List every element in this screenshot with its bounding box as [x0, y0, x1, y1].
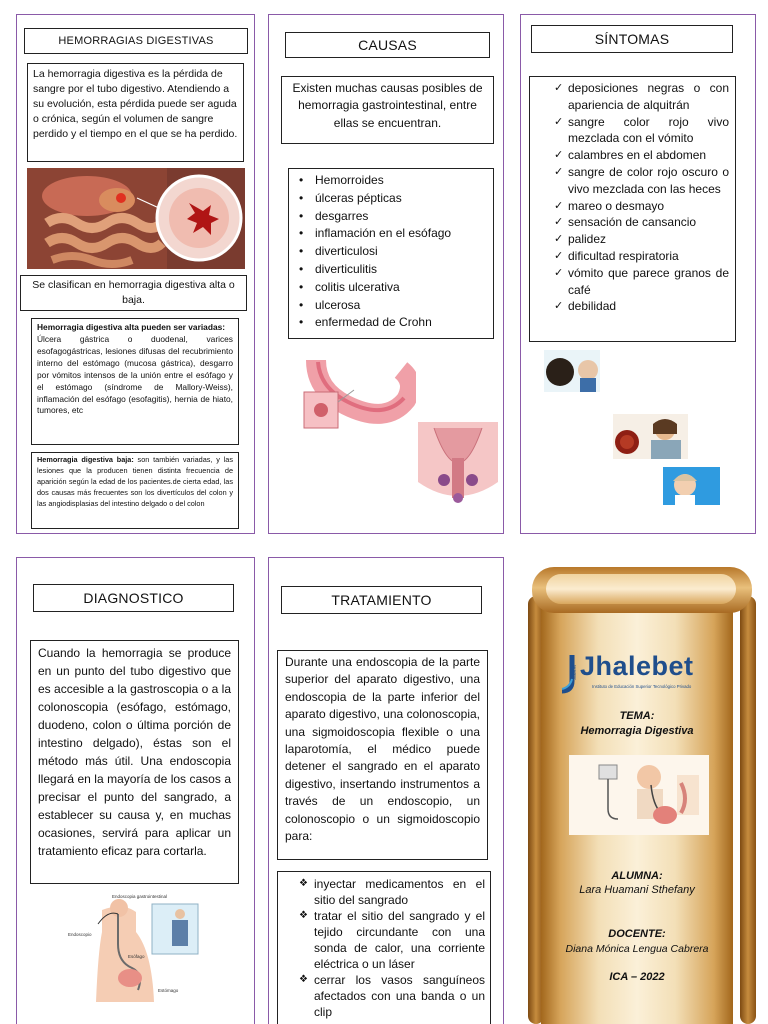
symptom-item: ✓ calambres en el abdomen	[554, 147, 729, 164]
symptom-item: ✓ dificultad respiratoria	[554, 248, 729, 265]
jhalebet-logo	[558, 651, 708, 695]
symptom-item: ✓ vómito que parece granos de café	[554, 265, 729, 299]
treatment-item: ❖ tratar el sitio del sangrado y el tejido circundante con una sonda de calor, una corriente eléctrica o un láser	[298, 908, 485, 972]
hemorrhoid-illustration	[414, 418, 502, 510]
cause-item: • úlceras pépticas	[293, 190, 489, 208]
digestive-tract-image	[27, 168, 245, 269]
alumna-label: ALUMNA:	[611, 870, 663, 882]
docente-label: DOCENTE:	[608, 928, 666, 940]
panel2-intro: Existen muchas causas posibles de hemorragia gastrointestinal, entre ellas se encuentran.	[281, 76, 494, 144]
causes-list-box	[288, 168, 494, 339]
treatment-list	[298, 876, 485, 1020]
causes-list	[293, 172, 489, 332]
treatment-item: ❖ inyectar medicamentos en el sitio del sangrado	[298, 876, 485, 908]
alumna-value: Lara Huamani Sthefany	[579, 884, 695, 896]
symptom-item: ✓ debilidad	[554, 298, 729, 315]
scroll-right-roll	[740, 596, 756, 1024]
diagram-label-estomago: Estómago	[158, 988, 179, 993]
panel1-title: HEMORRAGIAS DIGESTIVAS	[24, 28, 248, 54]
alta-text: Úlcera gástrica o duodenal, varices esofagogástricas, lesiones difusas del recubrimiento interno del estómago (mucosa gástrica), desgarro por vómitos intensos de la unión entre el esófago y el estómago (síndrome de Mallory-Weiss), inflamación del esófago (esofagitis), hernia de hiato, tumores, etc	[37, 333, 233, 416]
diagram-title: Endoscopia gastrointestinal	[112, 894, 168, 899]
vomit-symptom-image	[613, 414, 688, 459]
baja-heading: Hemorragia digestiva baja:	[37, 455, 134, 464]
panel5-title: TRATAMIENTO	[281, 586, 482, 614]
panel1-classification: Se clasifican en hemorragia digestiva alta o baja.	[20, 275, 247, 311]
cause-item: • diverticulitis	[293, 261, 489, 279]
patient-endoscopy-image	[569, 755, 709, 835]
symptom-item: ✓ sensación de cansancio	[554, 214, 729, 231]
stool-symptom-image	[544, 350, 600, 392]
cause-item: • ulcerosa	[293, 297, 489, 315]
symptoms-list	[554, 80, 729, 315]
symptom-item: ✓ mareo o desmayo	[554, 198, 729, 215]
logo-side-text: Jhalebet	[572, 665, 577, 681]
cause-item: • desgarres	[293, 208, 489, 226]
alta-heading: Hemorragia digestiva alta pueden ser variadas:	[37, 322, 226, 332]
panel1-alta-box	[31, 318, 239, 445]
place-year: ICA – 2022	[609, 971, 665, 983]
treatment-item: ❖ cerrar los vasos sanguíneos afectados con una banda o un clip	[298, 972, 485, 1020]
cause-item: • colitis ulcerativa	[293, 279, 489, 297]
cause-item: • diverticulosi	[293, 243, 489, 261]
treatment-list-box	[277, 871, 491, 1024]
symptom-item: ✓ palidez	[554, 231, 729, 248]
tema-label: TEMA:	[619, 710, 655, 722]
panel5-text: Durante una endoscopia de la parte superior del aparato digestivo, una endoscopia de la parte inferior del aparato digestivo, una colonoscopia, una sigmoidoscopia flexible o una laparotomía, el médico puede detener el sangrado en el aparato digestivo, insertando instrumentos a través de un endoscopio, un colonoscopio o un sigmoidoscopio para:	[277, 650, 488, 860]
cause-item: • enfermedad de Crohn	[293, 314, 489, 332]
dizziness-symptom-image	[663, 467, 720, 505]
panel4-title: DIAGNOSTICO	[33, 584, 234, 612]
scroll-top-inner	[546, 574, 736, 604]
symptoms-list-box	[529, 76, 736, 342]
endoscopy-diagram	[62, 890, 202, 1024]
panel1-intro: La hemorragia digestiva es la pérdida de sangre por el tubo digestivo. Atendiendo a su evolución, esta pérdida puede ser aguda o crónica, según el volumen de sangre perdido y el tiempo en el que se ha perdido.	[27, 63, 244, 162]
tema-value: Hemorragia Digestiva	[580, 725, 694, 737]
docente-value: Diana Mónica Lengua Cabrera	[565, 943, 709, 955]
diagram-label-esofago: Esófago	[128, 954, 145, 959]
panel1-baja-box	[31, 452, 239, 529]
logo-name: Jhalebet	[580, 651, 694, 681]
panel2-title: CAUSAS	[285, 32, 490, 58]
logo-subtitle: Instituto de Educación Superior Tecnológico Privado	[592, 684, 692, 689]
cause-item: • inflamación en el esófago	[293, 225, 489, 243]
baja-text: son también variadas, y las lesiones que la producen tienen distinta frecuencia de aparición según la edad de los pacientes.de cierta edad, las dos causas más frecuentes son los divertículos del colon y las angiodisplasias del intestino delgado o del colon	[37, 455, 233, 508]
stomach-ulcer-illustration	[296, 352, 416, 434]
panel4-text: Cuando la hemorragia se produce en un punto del tubo digestivo que es accesible a la gastroscopia o a la colonoscopia (esófago, estómago, duodeno, colon o última porción de intestino delgado), éstas son el método más útil. Una endoscopia llegará en la mayoría de los casos a precisar el punto del sangrado, a establecer su causa y, en muchas ocasiones, servirá para aplicar un tratamiento eficaz para cortarla.	[30, 640, 239, 884]
cause-item: • Hemorroides	[293, 172, 489, 190]
symptom-item: ✓ deposiciones negras o con apariencia de alquitrán	[554, 80, 729, 114]
panel3-title: SÍNTOMAS	[531, 25, 733, 53]
diagram-label-endoscopio: Endoscopio	[68, 932, 92, 937]
symptom-item: ✓ sangre de color rojo oscuro o vivo mezclada con las heces	[554, 164, 729, 198]
symptom-item: ✓ sangre color rojo vivo mezclada con el vómito	[554, 114, 729, 148]
